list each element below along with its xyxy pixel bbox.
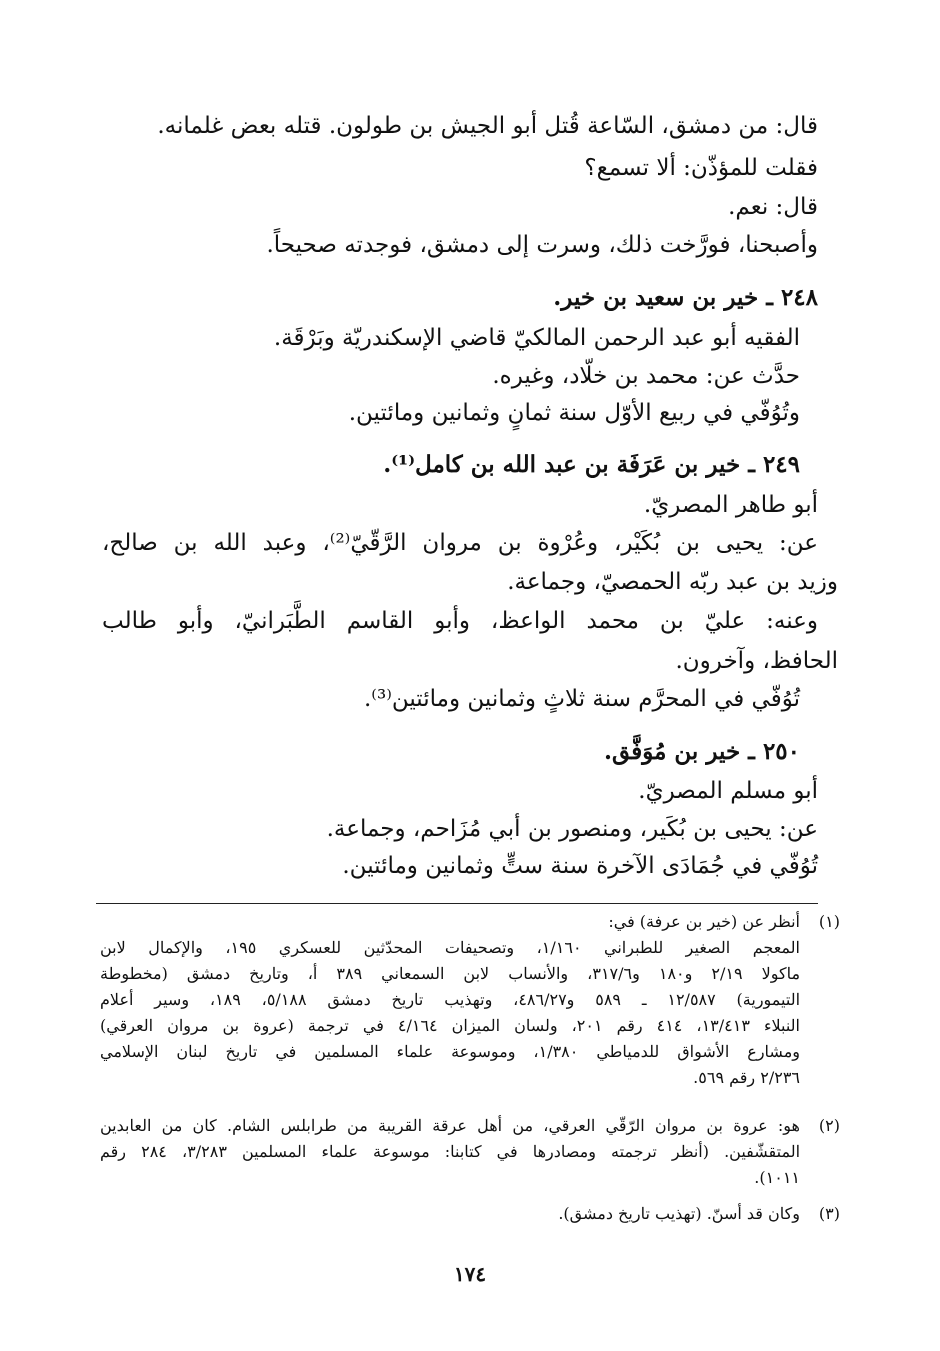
text-line: وأصبحنا، فورَّخت ذلك، وسرت إلى دمشق، فوجدته صحيحاً. xyxy=(266,232,818,258)
footnote-line: المعجم الصغير للطبراني ١/١٦٠، وتصحيفات المحدّثين للعسكري ١٩٥، والإكمال لابن xyxy=(100,938,800,957)
text-line: الحافظ، وآخرون. xyxy=(675,648,838,674)
footnote-line: ومشارع الأشواق للدمياطي ١/٣٨٠، وموسوعة علماء المسلمين في تاريخ لبنان الإسلامي xyxy=(100,1042,800,1061)
footnote-line: ١٠١١). xyxy=(754,1168,800,1187)
text-line: حدَّث عن: محمد بن خلّاد، وغيره. xyxy=(492,363,800,389)
footnote-number: (٣) xyxy=(818,1204,840,1223)
footnote-separator xyxy=(96,903,818,904)
text-line: تُوُفّي في جُمَادَى الآخرة سنة ستٍّ وثمانين ومائتين. xyxy=(342,853,818,879)
text-line: وتُوُفّي في ربيع الأوّل سنة ثمانٍ وثمانين ومائتين. xyxy=(348,400,800,426)
entry-heading: ٢٤٨ ـ خير بن سعيد بن خير. xyxy=(553,284,818,311)
text-line: عن: يحيى بن بُكَيْر، وعُرْوة بن مروان الرَّقّيّ⁽²⁾، وعبد الله بن صالح، xyxy=(102,530,818,556)
footnote-line: المتقشّفين. (أنظر ترجمته ومصادرها في كتابنا: موسوعة علماء المسلمين ٣/٢٨٣، ٢٨٤ رقم xyxy=(100,1142,801,1161)
footnote-line: التيمورية) ١٢/٥٨٧ ـ ٥٨٩ و٤٨٦/٢٧، وتهذيب تاريخ دمشق ٥/١٨٨، ١٨٩، وسير أعلام xyxy=(100,990,801,1009)
footnote-line: هو: عروة بن مروان الرّقّي العرقي، من أهل عرقة القريبة من طرابلس الشام. كان من العابدين xyxy=(100,1116,800,1135)
text-line: عن: يحيى بن بُكَير، ومنصور بن أبي مُزَاحم، وجماعة. xyxy=(326,816,818,842)
footnote-number: (١) xyxy=(818,912,840,931)
entry-heading: ٢٤٩ ـ خير بن عَرَفَة بن عبد الله بن كامل⁽¹⁾. xyxy=(383,451,800,478)
footnote-line: ماكولا ٢/١٩ و١٨٠ و٣١٧/٦، والأنساب لابن السمعاني ٣٨٩ أ، وتاريخ دمشق (مخطوطة xyxy=(100,964,801,983)
text-line: وعنه: عليّ بن محمد الواعظ، وأبو القاسم الطَّبَرانيّ، وأبو طالب xyxy=(102,608,818,634)
text-line: أبو طاهر المصريّ. xyxy=(643,492,818,518)
text-line: تُوُفّي في المحرَّم سنة ثلاثٍ وثمانين ومائتين⁽³⁾. xyxy=(363,686,800,712)
footnote-line: أنظر عن (خير بن عرفة) في: xyxy=(608,912,800,931)
footnote-number: (٢) xyxy=(818,1116,840,1135)
text-line: قال: نعم. xyxy=(728,194,818,220)
text-line: فقلت للمؤذّن: ألا تسمع؟ xyxy=(584,155,818,181)
footnote-line: وكان قد أسنّ. (تهذيب تاريخ دمشق). xyxy=(558,1204,800,1223)
footnote-line: ٢/٢٣٦ رقم ٥٦٩. xyxy=(693,1068,800,1087)
text-line: وزيد بن عبد ربّه الحمصيّ، وجماعة. xyxy=(507,569,838,595)
text-line: أبو مسلم المصريّ. xyxy=(638,778,818,804)
text-line: الفقيه أبو عبد الرحمن المالكيّ قاضي الإسكندريّة وبَرْقَة. xyxy=(273,325,800,351)
text-line: قال: من دمشق، السّاعة قُتل أبو الجيش بن طولون. قتله بعض غلمانه. xyxy=(157,113,818,139)
entry-heading: ٢٥٠ ـ خير بن مُوَفَّق. xyxy=(604,738,800,765)
page-number: ١٧٤ xyxy=(453,1262,487,1286)
footnote-line: النبلاء ١٣/٤١٣، ٤١٤ رقم ٢٠١، ولسان الميزان ٤/١٦٤ في ترجمة (عروة بن مروان العرقي) xyxy=(100,1016,801,1035)
